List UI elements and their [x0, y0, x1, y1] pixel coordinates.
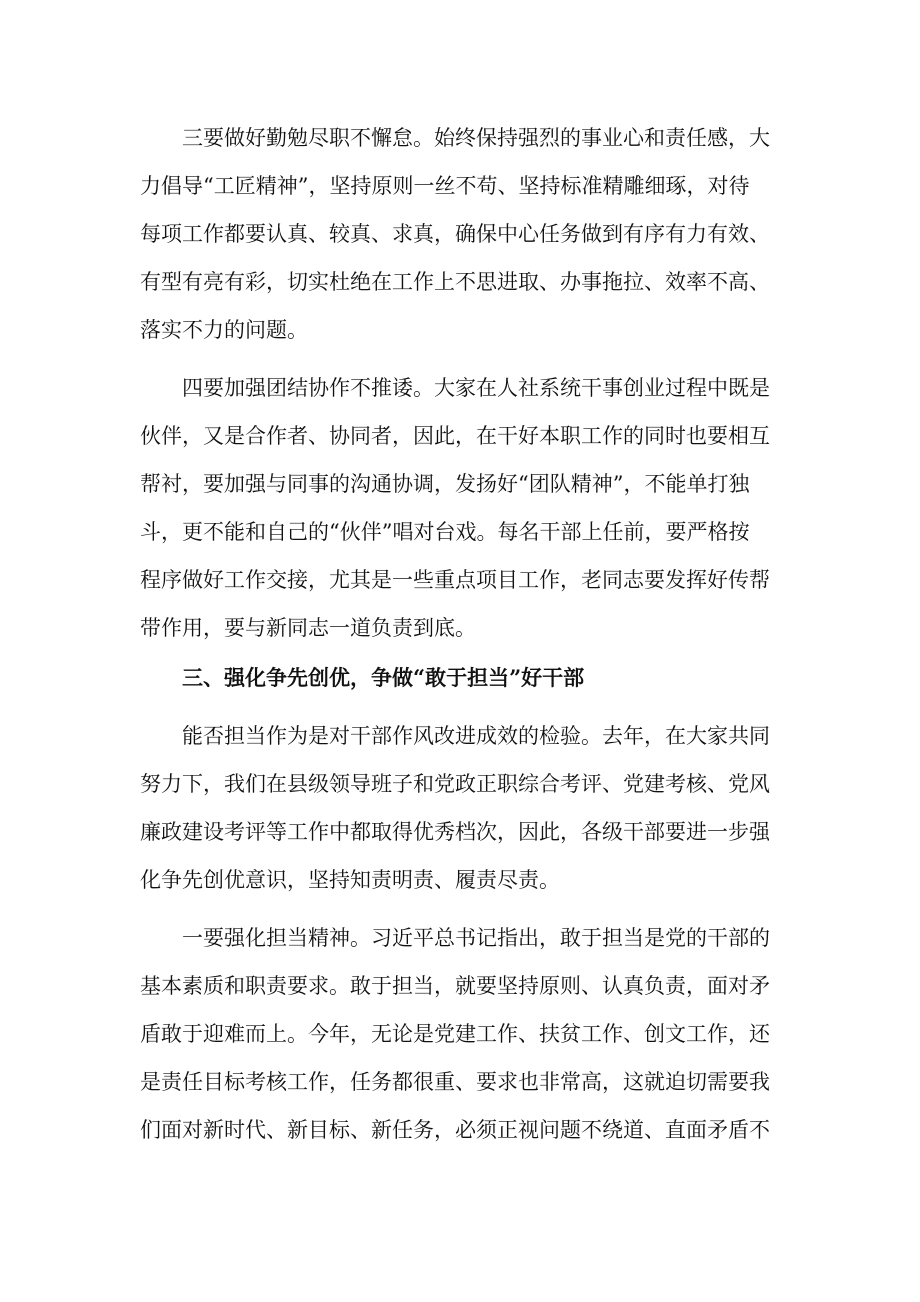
text-line: 伙伴，又是合作者、协同者，因此，在干好本职工作的同时也要相互 [140, 424, 770, 448]
text-line: 基本素质和职责要求。敢于担当，就要坚持原则、认真负责，面对矛 [140, 974, 770, 998]
text-line: 是责任目标考核工作，任务都很重、要求也非常高，这就迫切需要我 [140, 1070, 770, 1094]
text-line: 帮衬，要加强与同事的沟通协调，发扬好“团队精神”，不能单打独 [140, 472, 750, 496]
text-line: 廉政建设考评等工作中都取得优秀档次，因此，各级干部要进一步强 [140, 820, 770, 844]
text-line: 努力下，我们在县级领导班子和党政正职综合考评、党建考核、党风 [140, 772, 770, 796]
text-line: 盾敢于迎难而上。今年，无论是党建工作、扶贫工作、创文工作，还 [140, 1022, 770, 1046]
text-line: 力倡导“工匠精神”，坚持原则一丝不苟、坚持标准精雕细琢，对待 [140, 174, 750, 198]
section-heading-text: 三、强化争先创优，争做“敢于担当”好干部 [182, 665, 585, 690]
text-line: 四要加强团结协作不推诿。大家在人社系统干事创业过程中既是 [182, 376, 770, 400]
text-line: 能否担当作为是对干部作风改进成效的检验。去年，在大家共同 [182, 724, 770, 748]
text-line: 化争先创优意识，坚持知责明责、履责尽责。 [140, 868, 560, 892]
text-line: 每项工作都要认真、较真、求真，确保中心任务做到有序有力有效、 [140, 222, 770, 246]
text-line: 带作用，要与新同志一道负责到底。 [140, 616, 476, 640]
text-line: 有型有亮有彩，切实杜绝在工作上不思进取、办事拖拉、效率不高、 [140, 270, 770, 294]
text-line: 一要强化担当精神。习近平总书记指出，敢于担当是党的干部的 [182, 926, 770, 950]
text-line: 斗，更不能和自己的“伙伴”唱对台戏。每名干部上任前，要严格按 [140, 520, 750, 544]
text-line: 落实不力的问题。 [140, 318, 308, 342]
text-line: 程序做好工作交接，尤其是一些重点项目工作，老同志要发挥好传帮 [140, 568, 770, 592]
text-line: 们面对新时代、新目标、新任务，必须正视问题不绕道、直面矛盾不 [140, 1118, 770, 1142]
text-line: 三要做好勤勉尽职不懈怠。始终保持强烈的事业心和责任感，大 [182, 126, 770, 150]
